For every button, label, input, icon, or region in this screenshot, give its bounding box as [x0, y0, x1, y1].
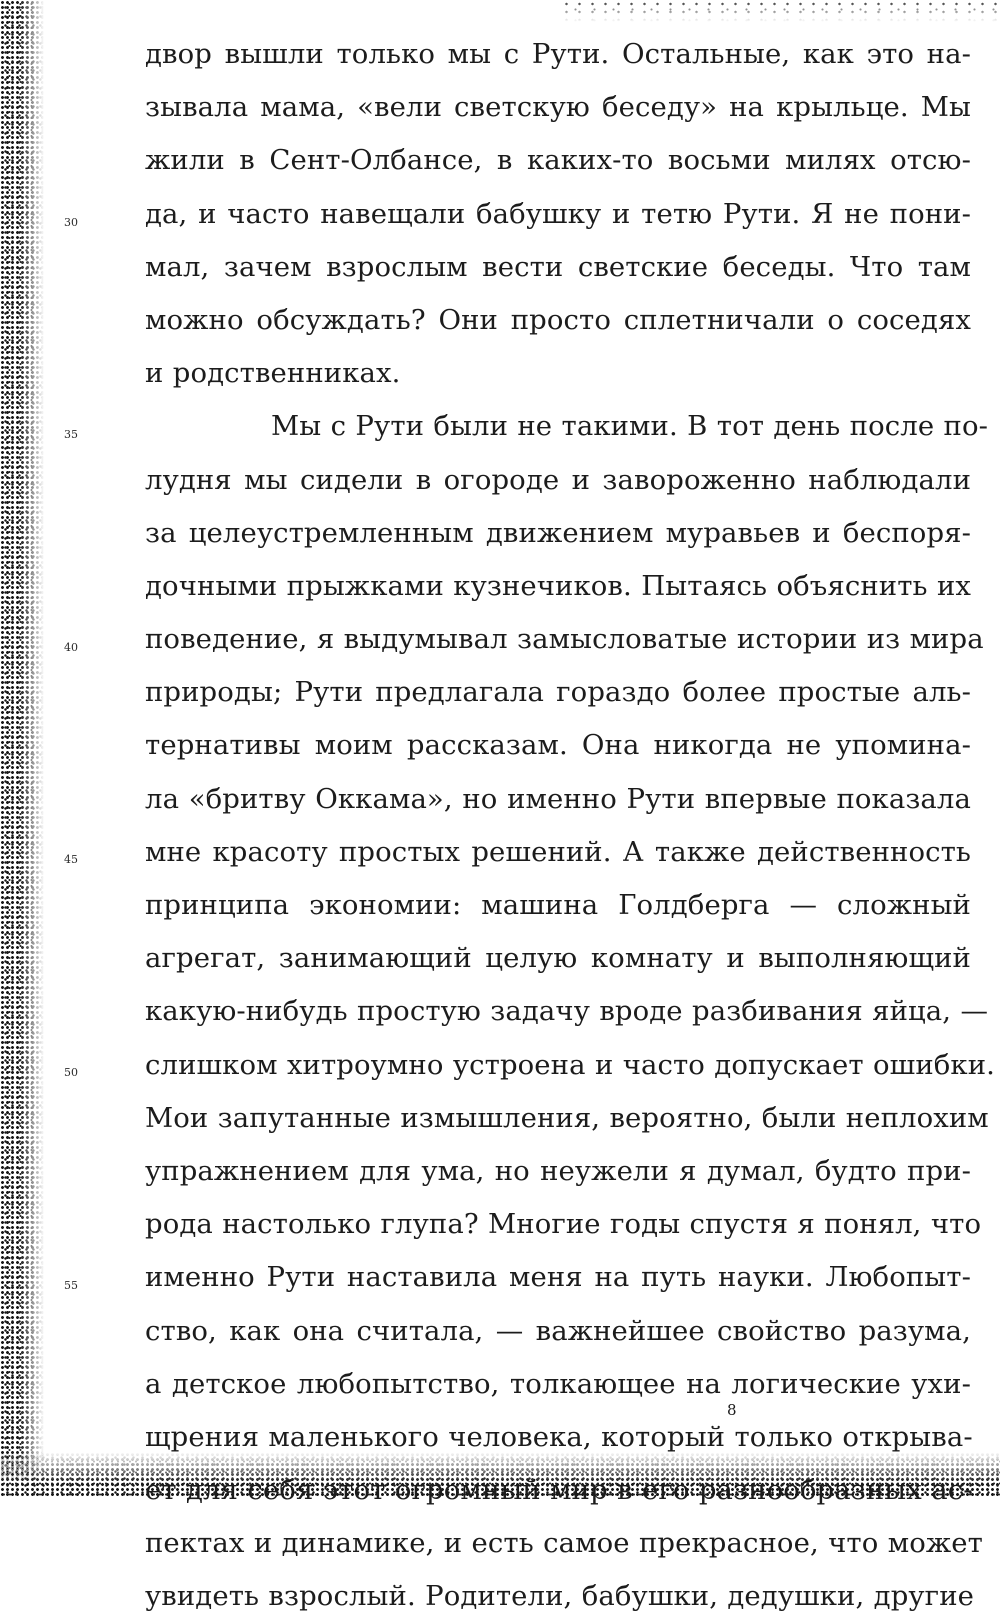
text-line: лудня мы сидели в огороде и завороженно наблюдали — [145, 463, 971, 496]
scan-edge-top — [560, 0, 1000, 22]
text-line: ла «бритву Оккама», но именно Рути впервые показала — [145, 782, 971, 815]
line-number: 50 — [64, 1066, 78, 1079]
text-line: какую-нибудь простую задачу вроде разбивания яйца, — — [145, 995, 989, 1028]
text-line: за целеустремленным движением муравьев и беспоря- — [145, 516, 971, 549]
text-line: ет для себя этот огромный мир в его разнообразных ас- — [145, 1474, 973, 1507]
text-line: мал, зачем взрослым вести светские беседы. Что там — [145, 250, 971, 283]
text-line: мне красоту простых решений. А также действенность — [145, 835, 971, 868]
line-number: 45 — [64, 853, 78, 866]
text-line: ство, как она считала, — важнейшее свойство разума, — [145, 1314, 971, 1347]
text-line: жили в Сент-Олбансе, в каких-то восьми милях отсю- — [145, 144, 971, 177]
line-number: 30 — [64, 216, 78, 229]
text-line: и родственниках. — [145, 357, 401, 390]
text-line: упражнением для ума, но неужели я думал, будто при- — [145, 1154, 971, 1187]
line-number: 40 — [64, 641, 78, 654]
text-line: природы; Рути предлагала гораздо более простые аль- — [145, 676, 971, 709]
text-line: да, и часто навещали бабушку и тетю Рути. Я не пони- — [145, 197, 971, 230]
text-line: рода настолько глупа? Многие годы спустя я понял, что — [145, 1208, 982, 1241]
text-line: слишком хитроумно устроена и часто допускает ошибки. — [145, 1048, 995, 1081]
line-number: 55 — [64, 1279, 78, 1292]
body-text — [145, 28, 995, 1624]
text-line: дочными прыжками кузнечиков. Пытаясь объяснить их — [145, 569, 971, 602]
text-line: тернативы моим рассказам. Она никогда не упомина- — [145, 729, 971, 762]
text-line: двор вышли только мы с Рути. Остальные, как это на- — [145, 38, 971, 70]
text-line: можно обсуждать? Они просто сплетничали о соседях — [145, 303, 971, 336]
text-line: Мои запутанные измышления, вероятно, были неплохим — [145, 1101, 989, 1134]
line-number: 35 — [64, 428, 78, 441]
text-line: пектах и динамике, и есть самое прекрасное, что может — [145, 1527, 983, 1560]
paragraph-first-line: Мы с Рути были не такими. В тот день после по- — [271, 410, 989, 443]
text-line: агрегат, занимающий целую комнату и выполняющий — [145, 942, 971, 975]
text-line: зывала мама, «вели светскую беседу» на крыльце. Мы — [145, 91, 971, 124]
text-line: именно Рути наставила меня на путь науки. Любопыт- — [145, 1261, 971, 1294]
text-line: а детское любопытство, толкающее на логические ухи- — [145, 1367, 971, 1400]
text-line: увидеть взрослый. Родители, бабушки, дедушки, другие — [145, 1580, 974, 1613]
page-number: 8 — [727, 1401, 737, 1419]
text-line: принципа экономии: машина Голдберга — сложный — [145, 889, 971, 921]
text-line: щрения маленького человека, который только открыва- — [145, 1420, 973, 1453]
scan-edge-left — [0, 0, 44, 1498]
text-line: поведение, я выдумывал замысловатые истории из мира — [145, 623, 984, 656]
